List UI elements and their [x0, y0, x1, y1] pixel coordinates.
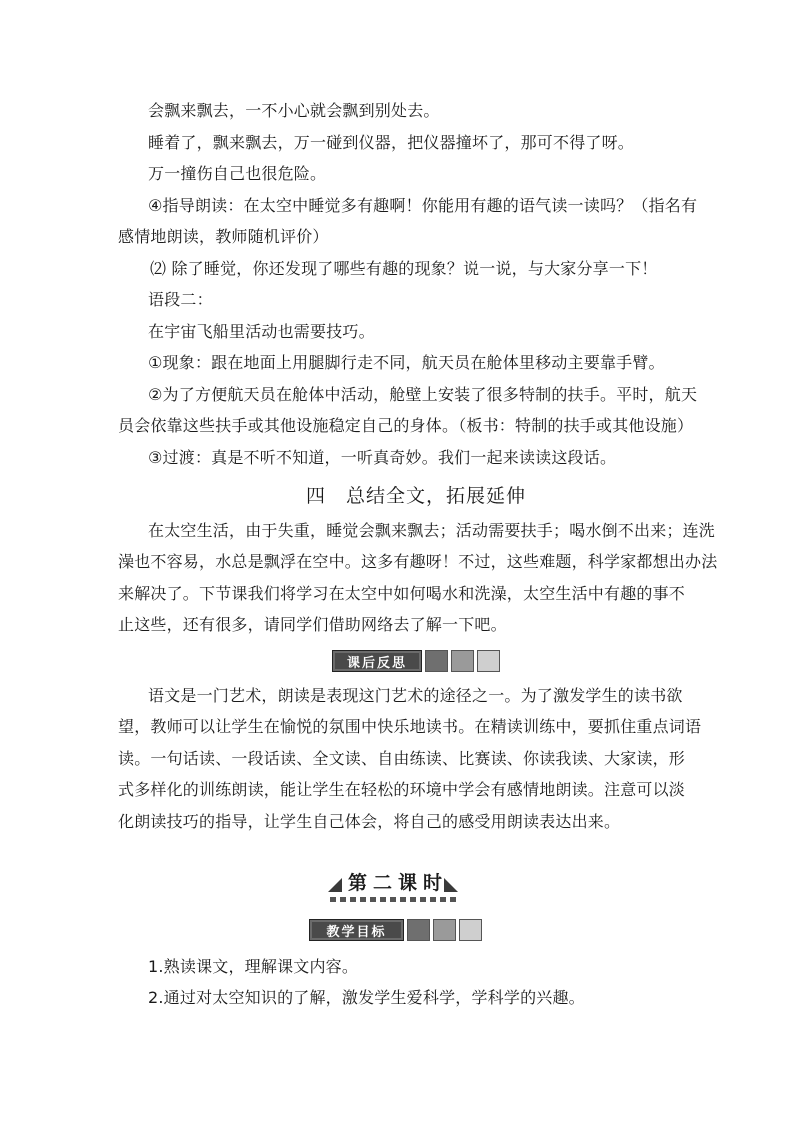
objective-item: 2.通过对太空知识的了解，激发学生爱科学，学科学的兴趣。	[148, 988, 585, 1007]
lesson-title-dots	[330, 897, 456, 902]
reflection-line: 式多样化的训练朗读，能让学生在轻松的环境中学会有感情地朗读。注意可以淡	[118, 780, 686, 799]
section-heading: 四 总结全文，拓展延伸	[306, 485, 527, 507]
body-line: ②为了方便航天员在舱体中活动，舱壁上安装了很多特制的扶手。平时，航天	[148, 385, 698, 404]
objectives-banner-label: 教学目标	[309, 919, 404, 941]
objective-item: 1.熟读课文，理解课文内容。	[148, 957, 359, 976]
body-line: ③过渡：真是不听不知道，一听真奇妙。我们一起来读读这段话。	[148, 448, 617, 467]
lesson-title-ornament-right	[444, 878, 458, 892]
banner-square	[407, 919, 430, 941]
body-line: ⑵ 除了睡觉，你还发现了哪些有趣的现象？说一说，与大家分享一下！	[150, 259, 658, 278]
body-line: ④指导朗读：在太空中睡觉多有趣啊！你能用有趣的语气读一读吗？（指名有	[148, 196, 698, 215]
reflection-line: 望，教师可以让学生在愉悦的氛围中快乐地读书。在精读训练中，要抓住重点词语	[118, 717, 702, 736]
objectives-banner	[309, 919, 482, 941]
banner-square	[477, 650, 500, 672]
reflection-banner	[332, 650, 500, 672]
banner-square	[433, 919, 456, 941]
body-line: 万一撞伤自己也很危险。	[148, 164, 327, 183]
lesson-title: 第二课时	[348, 872, 449, 894]
summary-line: 澡也不容易，水总是飘浮在空中。这多有趣呀！不过，这些难题，科学家都想出办法	[118, 552, 718, 571]
reflection-line: 读。一句话读、一段话读、全文读、自由练读、比赛读、你读我读、大家读，形	[118, 749, 686, 768]
summary-line: 止这些，还有很多，请同学们借助网络去了解一下吧。	[118, 615, 507, 634]
body-line: 员会依靠这些扶手或其他设施稳定自己的身体。（板书：特制的扶手或其他设施）	[118, 416, 694, 435]
body-line: 语段二：	[148, 290, 213, 309]
body-line: 在宇宙飞船里活动也需要技巧。	[148, 322, 375, 341]
banner-square	[451, 650, 474, 672]
body-line: ①现象：跟在地面上用腿脚行走不同，航天员在舱体里移动主要靠手臂。	[148, 353, 665, 372]
banner-square	[459, 919, 482, 941]
body-line: 会飘来飘去，一不小心就会飘到别处去。	[148, 101, 440, 120]
lesson-title-ornament-left	[328, 878, 342, 892]
reflection-line: 化朗读技巧的指导，让学生自己体会，将自己的感受用朗读表达出来。	[118, 812, 621, 831]
summary-line: 来解决了。下节课我们将学习在太空中如何喝水和洗澡，太空生活中有趣的事不	[118, 584, 686, 603]
banner-square	[425, 650, 448, 672]
reflection-line: 语文是一门艺术，朗读是表现这门艺术的途径之一。为了激发学生的读书欲	[148, 686, 683, 705]
body-line: 感情地朗读，教师随机评价）	[118, 227, 329, 246]
body-line: 睡着了，飘来飘去，万一碰到仪器，把仪器撞坏了，那可不得了呀。	[148, 133, 635, 152]
summary-line: 在太空生活，由于失重，睡觉会飘来飘去；活动需要扶手；喝水倒不出来；连洗	[148, 521, 716, 540]
reflection-banner-label: 课后反思	[332, 650, 422, 672]
